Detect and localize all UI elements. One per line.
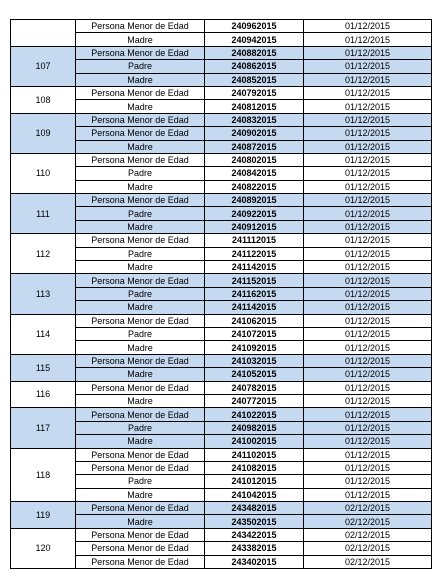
date-cell: 01/12/2015: [304, 207, 432, 220]
person-type-cell: Madre: [76, 368, 205, 381]
person-type-cell: Persona Menor de Edad: [76, 46, 205, 59]
record-code-cell: 241142015: [205, 301, 304, 314]
record-code-cell: 241082015: [205, 461, 304, 474]
date-cell: 01/12/2015: [304, 234, 432, 247]
date-cell: 01/12/2015: [304, 354, 432, 367]
date-cell: 01/12/2015: [304, 127, 432, 140]
person-type-cell: Persona Menor de Edad: [76, 113, 205, 126]
person-type-cell: Madre: [76, 435, 205, 448]
date-cell: 01/12/2015: [304, 140, 432, 153]
date-cell: 02/12/2015: [304, 555, 432, 568]
date-cell: 01/12/2015: [304, 86, 432, 99]
person-type-cell: Madre: [76, 301, 205, 314]
date-cell: 02/12/2015: [304, 542, 432, 555]
record-code-cell: 240802015: [205, 153, 304, 166]
date-cell: 01/12/2015: [304, 488, 432, 501]
date-cell: 01/12/2015: [304, 113, 432, 126]
date-cell: 01/12/2015: [304, 301, 432, 314]
record-code-cell: 240782015: [205, 381, 304, 394]
person-type-cell: Persona Menor de Edad: [76, 502, 205, 515]
record-code-cell: 243382015: [205, 542, 304, 555]
date-cell: 02/12/2015: [304, 515, 432, 528]
date-cell: 01/12/2015: [304, 448, 432, 461]
table-row: [11, 20, 432, 33]
person-type-cell: Padre: [76, 247, 205, 260]
record-code-cell: 241072015: [205, 327, 304, 340]
group-number-cell: 107: [11, 46, 76, 86]
person-type-cell: Madre: [76, 515, 205, 528]
record-code-cell: 241002015: [205, 435, 304, 448]
date-cell: 01/12/2015: [304, 33, 432, 46]
date-cell: 01/12/2015: [304, 327, 432, 340]
date-cell: 01/12/2015: [304, 180, 432, 193]
person-type-cell: Padre: [76, 207, 205, 220]
date-cell: 01/12/2015: [304, 408, 432, 421]
record-code-cell: 241152015: [205, 274, 304, 287]
date-cell: 01/12/2015: [304, 73, 432, 86]
person-type-cell: Persona Menor de Edad: [76, 408, 205, 421]
table-row: [11, 354, 432, 367]
table-row: [11, 314, 432, 327]
person-type-cell: Persona Menor de Edad: [76, 528, 205, 541]
date-cell: 01/12/2015: [304, 287, 432, 300]
date-cell: 01/12/2015: [304, 421, 432, 434]
person-type-cell: Persona Menor de Edad: [76, 555, 205, 568]
date-cell: 01/12/2015: [304, 247, 432, 260]
group-number-cell: 110: [11, 153, 76, 193]
person-type-cell: Madre: [76, 341, 205, 354]
record-code-cell: 240852015: [205, 73, 304, 86]
record-code-cell: 240812015: [205, 100, 304, 113]
group-number-cell: 112: [11, 234, 76, 274]
group-number-cell: 117: [11, 408, 76, 448]
table-row: [11, 502, 432, 515]
record-code-cell: 240882015: [205, 46, 304, 59]
record-code-cell: 240962015: [205, 20, 304, 33]
table-row: [11, 528, 432, 541]
record-code-cell: 240982015: [205, 421, 304, 434]
record-code-cell: 243402015: [205, 555, 304, 568]
person-type-cell: Madre: [76, 180, 205, 193]
record-code-cell: 240892015: [205, 194, 304, 207]
table-row: [11, 234, 432, 247]
table-row: [11, 153, 432, 166]
record-code-cell: 241162015: [205, 287, 304, 300]
person-type-cell: Padre: [76, 475, 205, 488]
person-type-cell: Persona Menor de Edad: [76, 542, 205, 555]
person-type-cell: Padre: [76, 167, 205, 180]
record-code-cell: 240822015: [205, 180, 304, 193]
person-type-cell: Persona Menor de Edad: [76, 234, 205, 247]
date-cell: 01/12/2015: [304, 394, 432, 407]
date-cell: 01/12/2015: [304, 368, 432, 381]
record-code-cell: 240902015: [205, 127, 304, 140]
table-row: [11, 408, 432, 421]
group-number-cell: 108: [11, 86, 76, 113]
record-code-cell: 241102015: [205, 448, 304, 461]
date-cell: 01/12/2015: [304, 461, 432, 474]
record-code-cell: 240872015: [205, 140, 304, 153]
table-row: [11, 86, 432, 99]
date-cell: 02/12/2015: [304, 502, 432, 515]
table-row: [11, 194, 432, 207]
person-type-cell: Persona Menor de Edad: [76, 381, 205, 394]
group-number-cell: 120: [11, 528, 76, 568]
table-row: [11, 274, 432, 287]
group-number-cell: [11, 20, 76, 47]
record-code-cell: 241042015: [205, 488, 304, 501]
table-row: [11, 113, 432, 126]
person-type-cell: Persona Menor de Edad: [76, 20, 205, 33]
person-type-cell: Persona Menor de Edad: [76, 194, 205, 207]
person-type-cell: Madre: [76, 100, 205, 113]
record-code-cell: 241122015: [205, 247, 304, 260]
date-cell: 01/12/2015: [304, 435, 432, 448]
record-code-cell: 240862015: [205, 60, 304, 73]
record-code-cell: 243482015: [205, 502, 304, 515]
date-cell: 01/12/2015: [304, 167, 432, 180]
date-cell: 01/12/2015: [304, 100, 432, 113]
group-number-cell: 114: [11, 314, 76, 354]
date-cell: 01/12/2015: [304, 20, 432, 33]
person-type-cell: Persona Menor de Edad: [76, 153, 205, 166]
person-type-cell: Padre: [76, 60, 205, 73]
date-cell: 02/12/2015: [304, 528, 432, 541]
record-code-cell: 240942015: [205, 33, 304, 46]
date-cell: 01/12/2015: [304, 46, 432, 59]
table-row: [11, 448, 432, 461]
record-code-cell: 241052015: [205, 368, 304, 381]
record-code-cell: 241012015: [205, 475, 304, 488]
person-type-cell: Persona Menor de Edad: [76, 314, 205, 327]
person-type-cell: Madre: [76, 73, 205, 86]
person-type-cell: Persona Menor de Edad: [76, 86, 205, 99]
group-number-cell: 116: [11, 381, 76, 408]
date-cell: 01/12/2015: [304, 220, 432, 233]
record-code-cell: 241022015: [205, 408, 304, 421]
person-type-cell: Madre: [76, 33, 205, 46]
record-code-cell: 243422015: [205, 528, 304, 541]
spreadsheet-table: [10, 19, 432, 569]
record-code-cell: 241142015: [205, 261, 304, 274]
person-type-cell: Persona Menor de Edad: [76, 461, 205, 474]
group-number-cell: 118: [11, 448, 76, 502]
table-row: [11, 46, 432, 59]
group-number-cell: 109: [11, 113, 76, 153]
group-number-cell: 119: [11, 502, 76, 529]
record-code-cell: 241092015: [205, 341, 304, 354]
person-type-cell: Madre: [76, 488, 205, 501]
date-cell: 01/12/2015: [304, 194, 432, 207]
date-cell: 01/12/2015: [304, 153, 432, 166]
record-code-cell: 240832015: [205, 113, 304, 126]
date-cell: 01/12/2015: [304, 60, 432, 73]
date-cell: 01/12/2015: [304, 274, 432, 287]
person-type-cell: Persona Menor de Edad: [76, 127, 205, 140]
person-type-cell: Madre: [76, 261, 205, 274]
date-cell: 01/12/2015: [304, 381, 432, 394]
person-type-cell: Madre: [76, 394, 205, 407]
record-code-cell: 241032015: [205, 354, 304, 367]
person-type-cell: Madre: [76, 220, 205, 233]
person-type-cell: Padre: [76, 327, 205, 340]
person-type-cell: Padre: [76, 421, 205, 434]
table-body: [11, 20, 432, 569]
group-number-cell: 113: [11, 274, 76, 314]
date-cell: 01/12/2015: [304, 341, 432, 354]
record-code-cell: 240912015: [205, 220, 304, 233]
person-type-cell: Padre: [76, 287, 205, 300]
person-type-cell: Madre: [76, 140, 205, 153]
record-code-cell: 240922015: [205, 207, 304, 220]
date-cell: 01/12/2015: [304, 314, 432, 327]
record-code-cell: 243502015: [205, 515, 304, 528]
person-type-cell: Persona Menor de Edad: [76, 448, 205, 461]
record-code-cell: 241062015: [205, 314, 304, 327]
table-row: [11, 381, 432, 394]
record-code-cell: 240842015: [205, 167, 304, 180]
person-type-cell: Persona Menor de Edad: [76, 274, 205, 287]
group-number-cell: 115: [11, 354, 76, 381]
record-code-cell: 240792015: [205, 86, 304, 99]
date-cell: 01/12/2015: [304, 475, 432, 488]
person-type-cell: Persona Menor de Edad: [76, 354, 205, 367]
record-code-cell: 240772015: [205, 394, 304, 407]
group-number-cell: 111: [11, 194, 76, 234]
date-cell: 01/12/2015: [304, 261, 432, 274]
record-code-cell: 241112015: [205, 234, 304, 247]
